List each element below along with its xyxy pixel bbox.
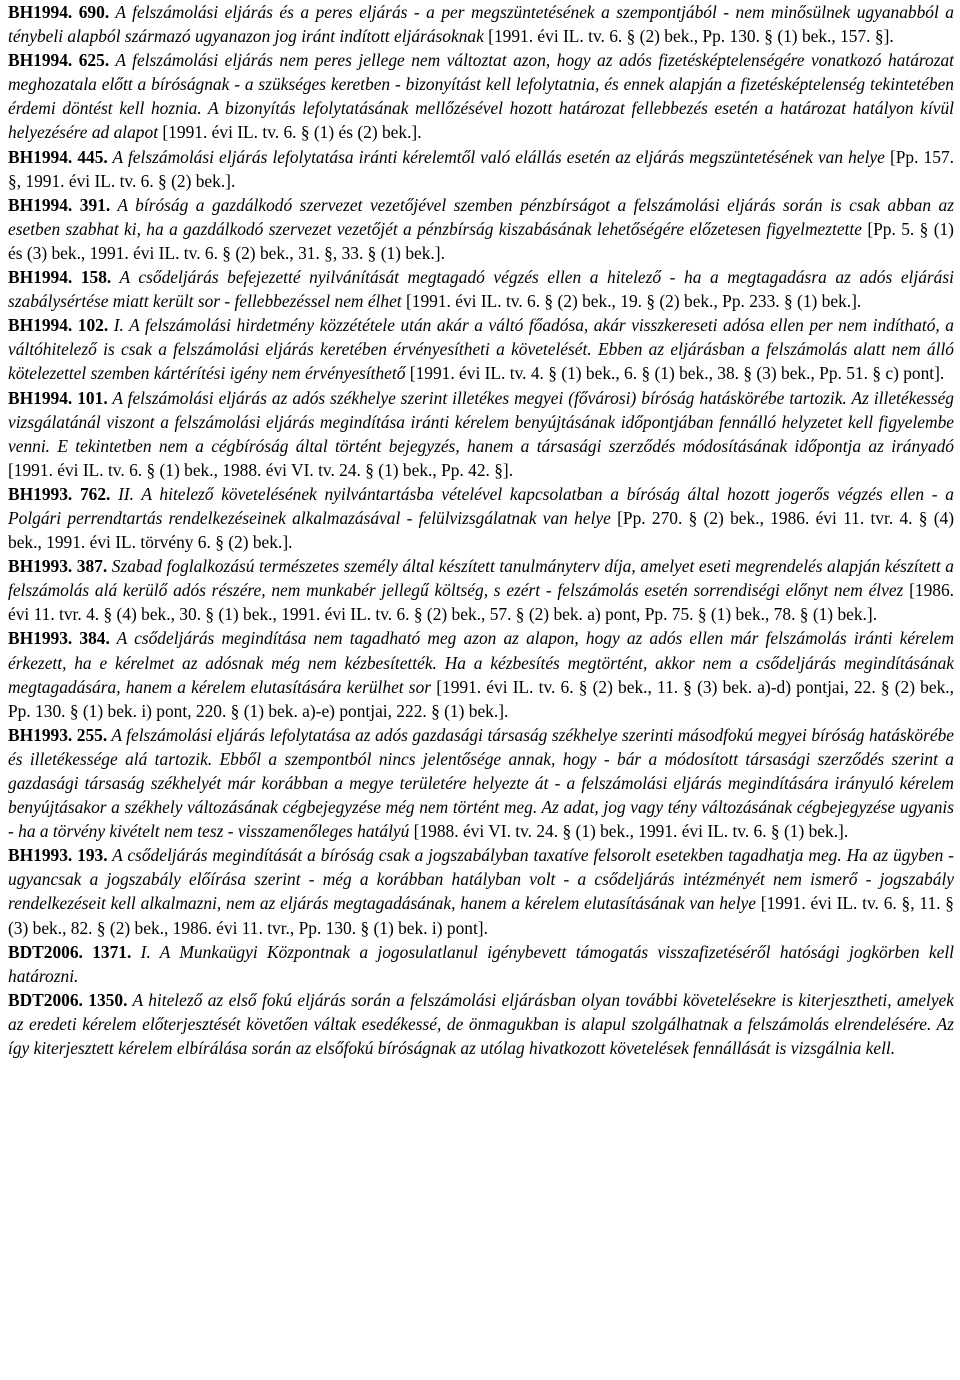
case-reference: BH1993. 193. [8, 845, 108, 866]
legal-citation: [1991. évi IL. tv. 6. § (2) bek., 11. § (3) bek. a)-d) pontjai, 22. § (2) bek., Pp. 130. § (1) bek. i) pont, 220. § (1) bek. a)-e) pontjai, 222. § (1) bek.]. [8, 676, 954, 721]
case-reference: BH1993. 762. [8, 483, 111, 504]
case-reference: BH1994. 391. [8, 194, 111, 215]
case-entry [8, 145, 954, 193]
case-reference: BH1994. 158. [8, 267, 112, 288]
case-summary: I. A felszámolási hirdetmény közzététele után akár a váltó főadósa, akár visszkereseti adósa ellen per nem indítható, a váltóhitelező is csak a felszámolási eljárás keretében érvényesítheti a követelését. Ebben az eljárásban a felszámolás alatt nem álló kötelezettel szemben kártérítési igény nem érvényesíthető [8, 315, 955, 384]
legal-citation: [Pp. 270. § (2) bek., 1986. évi 11. tvr. 4. § (4) bek., 1991. évi IL. törvény 6. § (2) bek.]. [8, 507, 954, 553]
case-entry [8, 482, 954, 554]
case-entry [8, 48, 954, 144]
case-summary: A hitelező az első fokú eljárás során a felszámolási eljárásban olyan további követelésekre is kiterjesztheti, amelyek az eredeti kérelem előterjesztését követően váltak esedékessé, de önmagukban is alapul szolgálhatnak a felszámolás elrendelésére. Az így kiterjesztett kérelem elbírálása során az elsőfokú bíróságnak az utólag hivatkozott követelések fennállását is vizsgálnia kell. [8, 989, 954, 1059]
case-reference: BH1994. 690. [8, 2, 110, 22]
case-summary: II. A hitelező követelésének nyilvántartásba vételével kapcsolatban a bíróság által hozott jogerős végzés ellen - a Polgári perrendtartás rendelkezéseinek alkalmazásával - felülvizsgálatnak van helye [8, 483, 954, 528]
case-reference: BH1994. 445. [8, 146, 108, 167]
legal-citation: [1991. évi IL. tv. 6. § (1) és (2) bek.]. [162, 122, 422, 143]
case-reference: BH1994. 101. [8, 387, 108, 408]
case-entry [8, 386, 954, 482]
legal-citation: [1986. évi 11. tvr. 4. § (4) bek., 30. § (1) bek., 1991. évi IL. tv. 6. § (2) bek., 57. § (2) bek. a) pont, Pp. 75. § (1) bek., 78. § (1) bek.]. [8, 580, 954, 625]
case-reference: BH1993. 387. [8, 556, 108, 577]
case-reference: BH1994. 625. [8, 50, 110, 71]
case-entry [8, 940, 954, 988]
case-summary: A felszámolási eljárás az adós székhelye szerint illetékes megyei (fővárosi) bíróság hatáskörébe tartozik. Az illetékesség vizsgálatánál viszont a felszámolási eljárás megindítása iránti kérelem benyújtásának időpontjában fennálló helyzetet kell figyelembe venni. E tekintetben nem a cégbíróság által történt bejegyzés, hanem a társasági szerződés módosításának időpontja az irányadó [8, 387, 954, 456]
case-reference: BH1993. 255. [8, 724, 108, 745]
case-entry [8, 193, 954, 265]
legal-citation: [Pp. 157. §, 1991. évi IL. tv. 6. § (2) bek.]. [8, 146, 954, 191]
case-summary: A csődeljárás megindítása nem tagadható meg azon az alapon, hogy az adós ellen már felszámolás iránti kérelem érkezett, ha e kérelmet az adósnak még nem kézbesítették. Ha a kézbesítés megtörtént, akkor nem a csődeljárás megindításának megtagadására, hanem a kérelem elutasítására kerülhet sor [8, 628, 955, 697]
case-entry [8, 554, 954, 626]
legal-citation: [1991. évi IL. tv. 6. § (2) bek., Pp. 130. § (1) bek., 157. §]. [488, 26, 894, 47]
case-reference: BDT2006. 1371. [8, 941, 132, 962]
case-summary: A csődeljárás befejezetté nyilvánítását megtagadó végzés ellen a hitelező - ha a megtagadásra az adós eljárási szabálysértése miatt került sor - fellebbezéssel nem élhet [8, 267, 954, 312]
case-entry [8, 988, 954, 1060]
case-entry [8, 313, 954, 385]
case-entry [8, 843, 954, 939]
case-summary: A felszámolási eljárás lefolytatása az adós gazdasági társaság székhelye szerinti másodfokú megyei bíróság hatáskörébe és illetékessége alá tartozik. Ebből a szempontból nincs jelentősége annak, hogy - bár a módosított társasági szerződés szerint a gazdasági társaság székhelyét már korábban a megye területére helyezte át - a felszámolási eljárás megindítására irányuló kérelem benyújtásakor a székhely változásának cégbejegyzése még nem történt meg. Az adat, jog vagy tény változásának cégbejegyzése ugyanis - ha a törvény kivételt nem tesz - visszamenőleges hatályú [8, 724, 954, 842]
case-summary: I. A Munkaügyi Központnak a jogosulatlanul igénybevett támogatás visszafizetéséről hatósági jogkörben kell határozni. [8, 941, 954, 986]
case-reference: BH1994. 102. [8, 315, 109, 336]
case-summary: A csődeljárás megindítását a bíróság csak a jogszabályban taxatíve felsorolt esetekben tagadhatja meg. Ha az ügyben - ugyancsak a jogszabály előírása szerint - még a korábban hatályban volt - a csődeljárás intézményét nem ismerő - jogszabály rendelkezéseit kell alkalmazni, nem az eljárás megtagadásának, hanem a kérelem elutasításának van helye [8, 845, 954, 914]
case-reference: BDT2006. 1350. [8, 989, 128, 1010]
case-entry [8, 265, 954, 313]
case-summary: A bizonyítás lefolytatásának mellőzésével hozott határozat fellebbezés esetén a határozat hatályon kívül helyezésére ad alapot [8, 98, 954, 143]
case-entry [8, 0, 954, 48]
case-reference: BH1993. 384. [8, 628, 110, 649]
case-entry [8, 723, 954, 843]
legal-citation: [1991. évi IL. tv. 4. § (1) bek., 6. § (1) bek., 38. § (3) bek., Pp. 51. § c) pont]. [409, 363, 945, 384]
legal-citation: [1991. évi IL. tv. 6. §, 11. § (3) bek., 82. § (2) bek., 1986. évi 11. tvr., Pp. 130. § (1) bek. i) pont]. [8, 893, 954, 938]
case-summary: A felszámolási eljárás lefolytatása iránti kérelemtől való elállás esetén az eljárás megszüntetésének van helye [107, 146, 890, 167]
case-entry [8, 626, 954, 722]
legal-citation: [1991. évi IL. tv. 6. § (2) bek., 19. § (2) bek., Pp. 233. § (1) bek.]. [405, 291, 862, 312]
case-summary: A felszámolási eljárás és a peres eljárás - a per megszüntetésének a szempontjából - nem minősülnek ugyanabból a ténybeli alapból származó ugyanazon jog iránt indított eljárásoknak [8, 2, 955, 47]
legal-citation: [1988. évi VI. tv. 24. § (1) bek., 1991. évi IL. tv. 6. § (1) bek.]. [413, 821, 849, 842]
case-summary: Szabad foglalkozású természetes személy által készített tanulmányterv díja, amelyet eseti megrendelés alapján készített a felszámolás alá kerülő adós részére, nem munkabér jellegű költség, s ezért - felszámolás esetén sorrendiségi előnyt nem élvez [8, 556, 954, 601]
case-summary: A felszámolási eljárás nem peres jellege nem változtat azon, hogy az adós fizetésképtelenségére vonatkozó határozat meghozatala előtt a bíróságnak - a szükséges keretben - bizonyítást kell lefolytatnia, és ennek alapján a fizetésképtelenség tekintetében érdemi döntést kell hoznia. [8, 50, 954, 119]
legal-citation: [Pp. 5. § (1) és (3) bek., 1991. évi IL. tv. 6. § (2) bek., 31. §, 33. § (1) bek.]. [8, 218, 954, 263]
case-summary: A bíróság a gazdálkodó szervezet vezetőjével szemben pénzbírságot a felszámolási eljárás során is csak abban az esetben szabhat ki, ha a gazdálkodó szervezet vezetőjét a pénzbírság kiszabásának lehetőségére előzetesen figyelmeztette [8, 194, 954, 239]
legal-citation: [1991. évi IL. tv. 6. § (1) bek., 1988. évi VI. tv. 24. § (1) bek., Pp. 42. §]. [8, 459, 514, 480]
